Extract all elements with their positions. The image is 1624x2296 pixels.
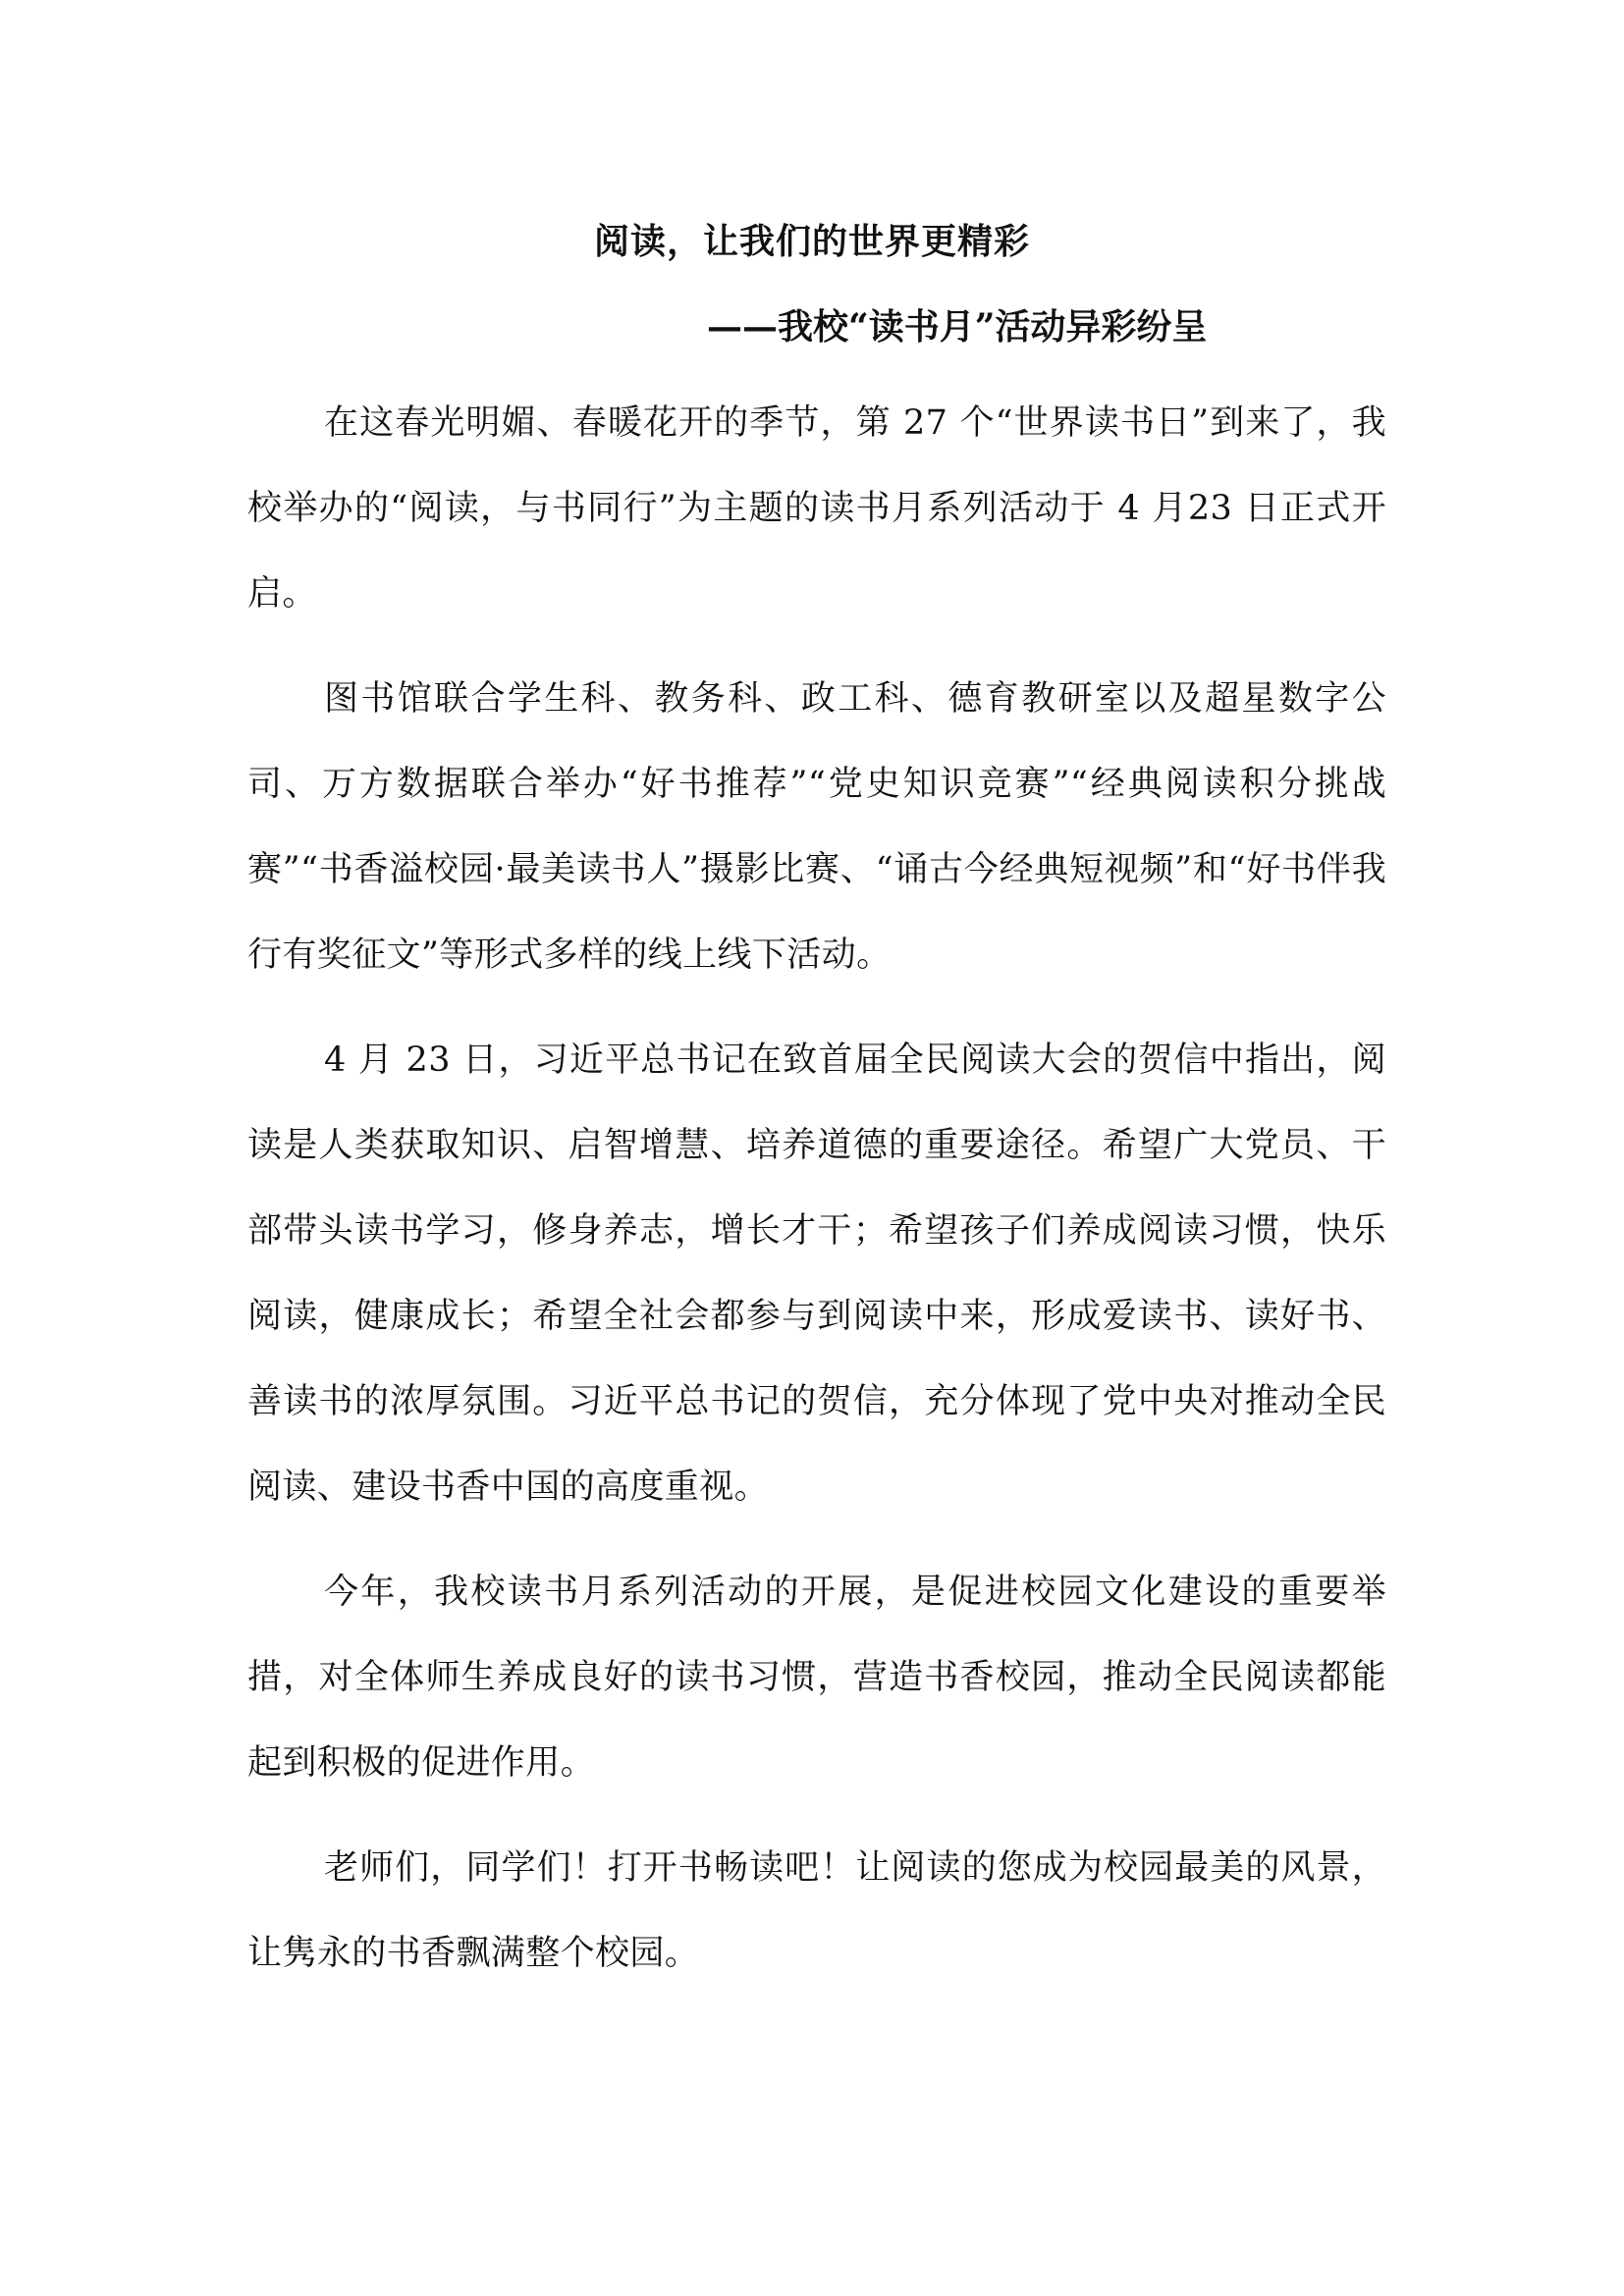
document-title: 阅读，让我们的世界更精彩: [593, 221, 1030, 262]
paragraph-5: 老师们，同学们！打开书畅读吧！让阅读的您成为校园最美的风景，让隽永的书香飘满整个校园。: [247, 1848, 1386, 1973]
paragraph-3: 4 月 23 日，习近平总书记在致首届全民阅读大会的贺信中指出，阅读是人类获取知识、启智增慧、培养道德的重要途径。希望广大党员、干部带头读书学习，修身养志，增长才干；希望孩子们养成阅读习惯，快乐阅读，健康成长；希望全社会都参与到阅读中来，形成爱读书、读好书、善读书的浓厚氛围。习近平总书记的贺信，充分体现了党中央对推动全民阅读、建设书香中国的高度重视。: [247, 1041, 1386, 1507]
document-body: [247, 381, 1386, 2016]
paragraph-1: 在这春光明媚、春暖花开的季节，第 27 个“世界读书日”到来了，我校举办的“阅读，与书同行”为主题的读书月系列活动于 4 月23 日正式开启。: [247, 403, 1386, 614]
document-subtitle: ——我校“读书月”活动异彩纷呈: [707, 306, 1208, 347]
paragraph-4: 今年，我校读书月系列活动的开展，是促进校园文化建设的重要举措，对全体师生养成良好的读书习惯，营造书香校园，推动全民阅读都能起到积极的促进作用。: [247, 1573, 1386, 1783]
paragraph-2: 图书馆联合学生科、教务科、政工科、德育教研室以及超星数字公司、万方数据联合举办“好书推荐”“党史知识竞赛”“经典阅读积分挑战赛”“书香溢校园·最美读书人”摄影比赛、“诵古今经典短视频”和“好书伴我行有奖征文”等形式多样的线上线下活动。: [247, 679, 1386, 975]
